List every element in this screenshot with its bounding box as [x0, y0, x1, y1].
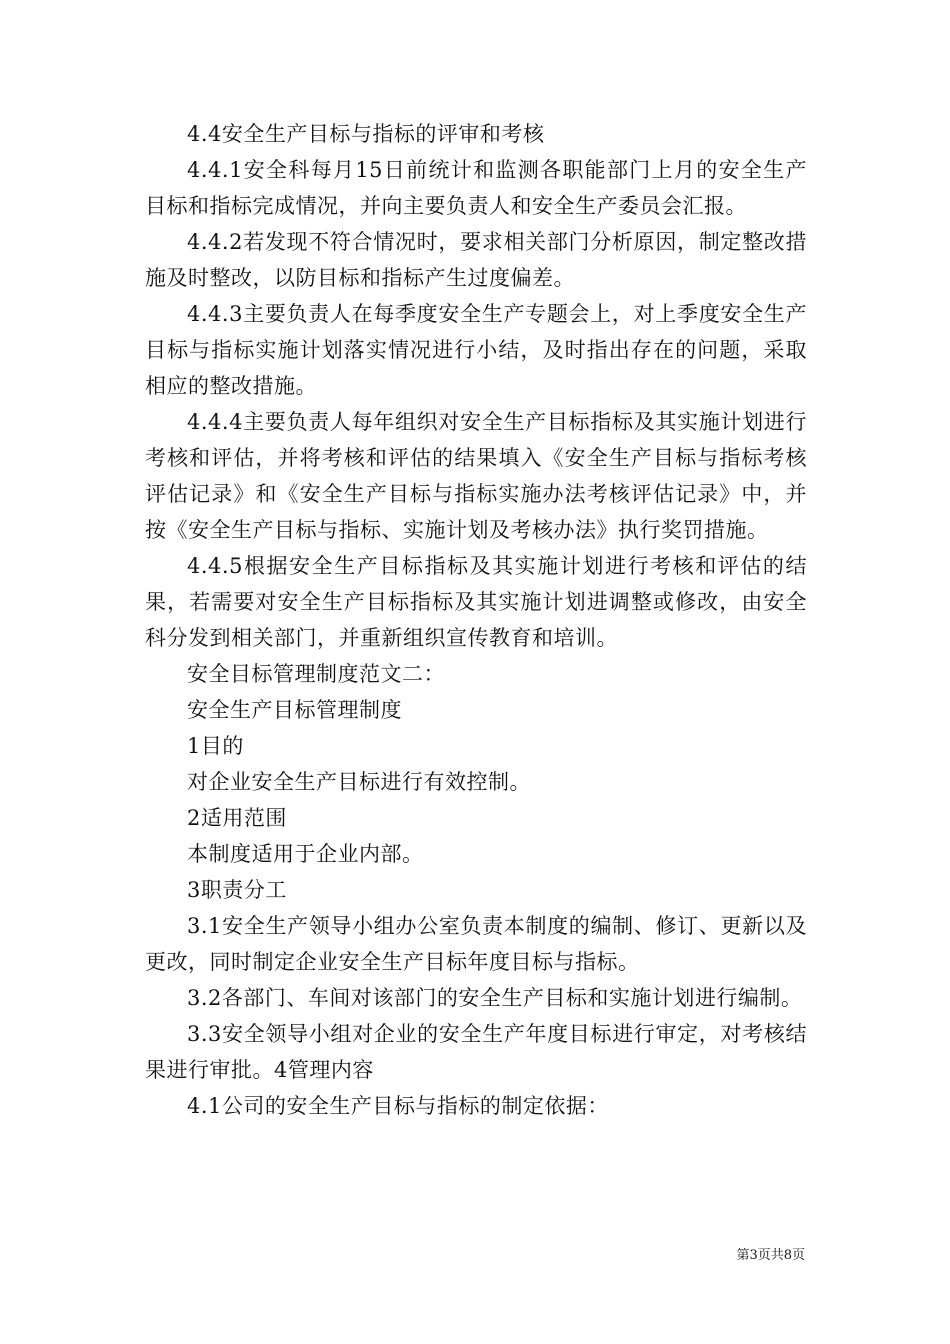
- document-title: 安全生产目标管理制度: [187, 698, 402, 722]
- page-number: 第3页共8页: [736, 1248, 805, 1263]
- paragraph: 4.1公司的安全生产目标与指标的制定依据：: [187, 1094, 609, 1118]
- section-heading: 3职责分工: [187, 878, 287, 902]
- paragraph: 3.2各部门、车间对该部门的安全生产目标和实施计划进行编制。: [187, 986, 803, 1010]
- document-body: [145, 116, 807, 1124]
- paragraph: 4.4安全生产目标与指标的评审和考核: [187, 122, 545, 146]
- paragraph: 3.1安全生产领导小组办公室负责本制度的编制、修订、更新以及更改，同时制定企业安全生产目标年度目标与指标。: [145, 914, 807, 974]
- paragraph: 4.4.2若发现不符合情况时，要求相关部门分析原因，制定整改措施及时整改，以防目标和指标产生过度偏差。: [145, 230, 807, 290]
- paragraph: 3.3安全领导小组对企业的安全生产年度目标进行审定，对考核结果进行审批。4管理内容: [145, 1022, 807, 1082]
- section-heading: 1目的: [187, 734, 244, 758]
- paragraph: 4.4.4主要负责人每年组织对安全生产目标指标及其实施计划进行考核和评估，并将考核和评估的结果填入《安全生产目标与指标考核评估记录》和《安全生产目标与指标实施办法考核评估记录》中，并按《安全生产目标与指标、实施计划及考核办法》执行奖罚措施。: [145, 410, 807, 542]
- section-heading: 安全目标管理制度范文二：: [187, 662, 445, 686]
- paragraph: 本制度适用于企业内部。: [187, 842, 424, 866]
- paragraph: 4.4.1安全科每月15日前统计和监测各职能部门上月的安全生产目标和指标完成情况，并向主要负责人和安全生产委员会汇报。: [145, 158, 807, 218]
- paragraph: 4.4.3主要负责人在每季度安全生产专题会上，对上季度安全生产目标与指标实施计划落实情况进行小结，及时指出存在的问题，采取相应的整改措施。: [145, 302, 807, 398]
- paragraph: 4.4.5根据安全生产目标指标及其实施计划进行考核和评估的结果，若需要对安全生产目标指标及其实施计划进调整或修改，由安全科分发到相关部门，并重新组织宣传教育和培训。: [145, 554, 807, 650]
- section-heading: 2适用范围: [187, 806, 287, 830]
- paragraph: 对企业安全生产目标进行有效控制。: [187, 770, 531, 794]
